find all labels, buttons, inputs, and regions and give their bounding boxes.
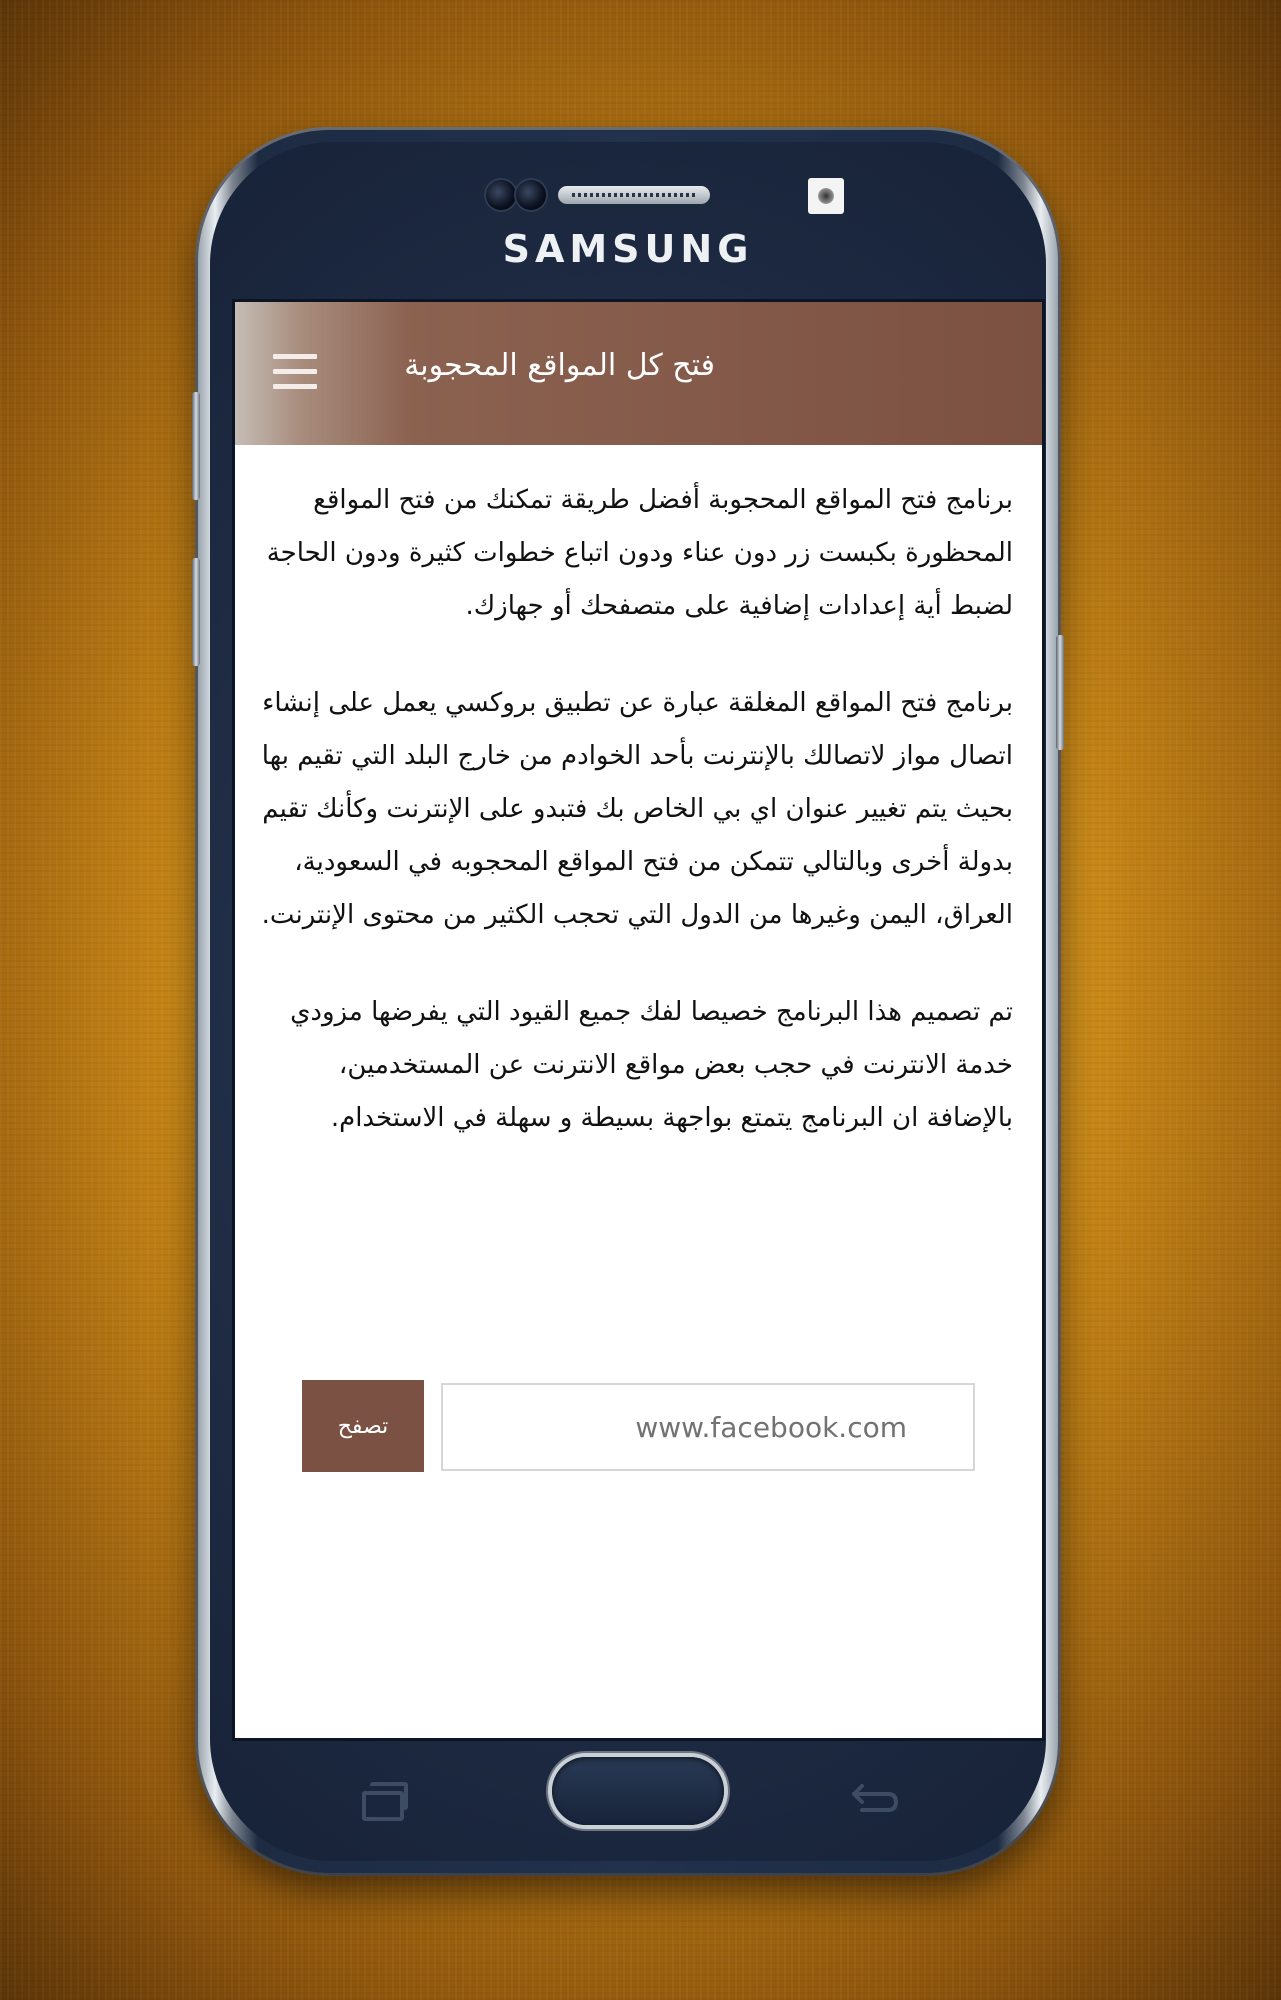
- earpiece-speaker-icon: [558, 186, 710, 204]
- description-text: [255, 474, 1013, 1189]
- browse-button[interactable]: تصفح: [302, 1380, 424, 1472]
- hamburger-menu-icon[interactable]: [273, 354, 317, 390]
- browse-row: [235, 1380, 1042, 1472]
- paragraph-design: تم تصميم هذا البرنامج خصيصا لفك جميع القيود التي يفرضها مزودي خدمة الانترنت في حجب بعض مواقع الانترنت عن المستخدمين، بالإضافة ان البرنامج يتمتع بواجهة بسيطة و سهلة في الاستخدام.: [290, 997, 1013, 1133]
- phone-frame: [198, 130, 1058, 1873]
- proximity-sensor-icon: [486, 180, 516, 210]
- url-input[interactable]: [441, 1383, 975, 1471]
- paragraph-proxy: برنامج فتح المواقع المغلقة عبارة عن تطبيق بروكسي يعمل على إنشاء اتصال مواز لاتصالك بالإنترنت بأحد الخوادم من خارج البلد التي تقيم بها بحيث يتم تغيير عنوان اي بي الخاص بك فتبدو على الإنترنت وكأنك تقيم بدولة أخرى وبالتالي تتمكن من فتح المواقع المحجوبه في السعودية، العراق، اليمن وغيرها من الدول التي تحجب الكثير من محتوى الإنترنت.: [261, 688, 1013, 930]
- power-button: [1056, 635, 1064, 750]
- app-title: فتح كل المواقع المحجوبة: [404, 348, 715, 383]
- back-arrow-icon[interactable]: [848, 1778, 902, 1818]
- app-screen: [235, 302, 1042, 1738]
- volume-down-button: [192, 558, 200, 666]
- brand-logo: SAMSUNG: [502, 227, 754, 271]
- home-button[interactable]: [552, 1757, 724, 1825]
- paragraph-intro: برنامج فتح المواقع المحجوبة أفضل طريقة تمكنك من فتح المواقع المحظورة بكبست زر دون عناء ودون اتباع خطوات كثيرة ودون الحاجة لضبط أية إعدادات إضافية على متصفحك أو جهازك.: [266, 485, 1013, 621]
- app-bar: [235, 302, 1042, 445]
- volume-up-button: [192, 392, 200, 500]
- front-camera-icon: [808, 178, 844, 214]
- light-sensor-icon: [516, 180, 546, 210]
- phone-front: [210, 142, 1046, 1861]
- recent-apps-icon[interactable]: [360, 1782, 414, 1822]
